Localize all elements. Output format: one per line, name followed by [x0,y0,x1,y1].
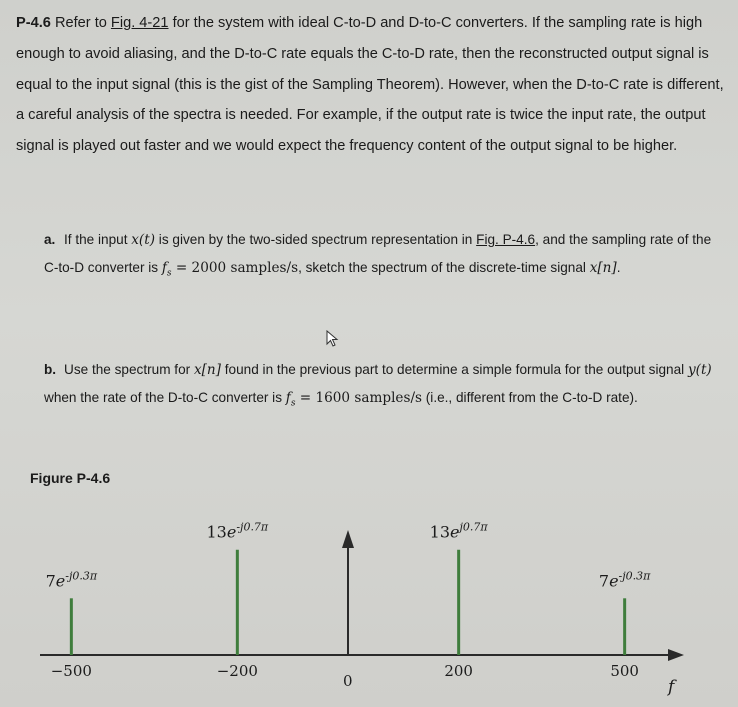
part-b-text-3: when the rate of the D-to-C converter is [44,390,286,405]
fs-symbol-b: $f_s$ [285,390,296,409]
part-a-text-3: , and the sampling rate of the C-to-D converter is [44,232,712,275]
tick-label-0: 0 [343,672,353,690]
fig-p-4-6-link[interactable]: Fig. P-4.6 [476,232,536,247]
phasor-label: $13e^{j0.7\pi}$ [429,520,488,542]
phasor-label: $7e^{-j0.3\pi}$ [598,569,651,591]
part-a-text-2: is given by the two-sided spectrum representation in [155,232,477,247]
x-t-symbol: x(t) [131,232,156,248]
part-b-label: b. [44,362,57,377]
tick-label: −200 [216,662,258,680]
fig-4-21-link[interactable]: Fig. 4-21 [110,15,169,31]
amplitude-arrow-icon [342,530,354,548]
fs-symbol: $f_s$ [161,260,172,279]
fs-value: = 2000 samples/s [171,260,299,276]
phasor-label: $7e^{-j0.3\pi}$ [45,569,98,591]
part-b-text-2: found in the previous part to determine a simple formula for the output signal [220,362,688,377]
tick-label: 500 [610,662,639,680]
intro-text-2: for the system with ideal C-to-D and D-to-C converters. If the sampling rate is high enough to avoid aliasing, and the D-to-C rate equals the C-to-D rate, then the reconstructed output signal is equal to the input signal (this is the gist of the Sampling Theorem). However, when the D-to-C rate is different, a careful analysis of the spectra is needed. For example, if the output rate is twice the input rate, the output signal is played out faster and we would expect the frequency content of the output signal to be higher. [16,15,724,155]
x-n-symbol: x[n] [589,260,617,276]
axis-arrow-icon [668,649,684,661]
tick-label: −500 [50,662,92,680]
figure-title: Figure P-4.6 [30,470,111,486]
tick-label: 200 [444,662,473,680]
x-n-symbol-b: x[n] [193,362,221,378]
part-b-text-4: (i.e., different from the C-to-D rate). [422,390,638,405]
part-a-text-5: . [616,260,621,275]
problem-id: P-4.6 [16,15,51,31]
axis-label-f: f [668,677,675,697]
intro-text-1: Refer to [54,15,111,31]
part-a-label: a. [44,232,56,247]
y-t-symbol: y(t) [687,362,712,378]
part-a-text-1: If the input [64,232,132,247]
part-b-text-1: Use the spectrum for [64,362,194,377]
fs-value-b: = 1600 samples/s [295,390,422,406]
part-a-text-4: , sketch the spectrum of the discrete-time signal [298,260,590,275]
phasor-label: $13e^{-j0.7\pi}$ [206,520,269,542]
